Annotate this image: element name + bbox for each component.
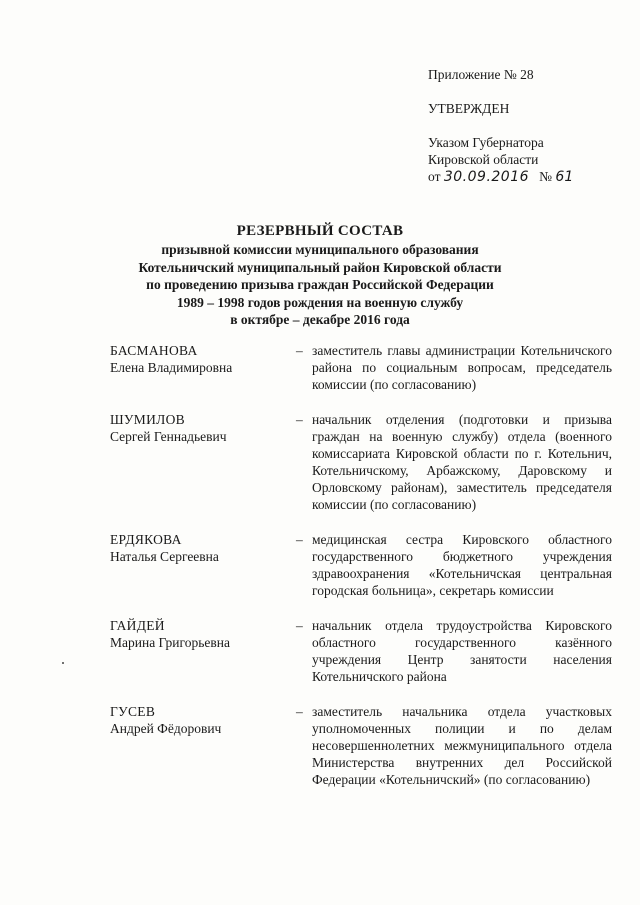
member-name — [110, 703, 280, 737]
approval-stamp-block — [428, 66, 628, 186]
member-entry — [110, 531, 610, 599]
appendix-number: Приложение № 28 — [428, 67, 534, 82]
member-surname: ЕРДЯКОВА — [110, 532, 182, 547]
member-entry — [110, 617, 610, 685]
document-title — [110, 222, 530, 329]
decree-line-1: Указом Губернатора — [428, 135, 544, 150]
member-given-names: Сергей Геннадьевич — [110, 429, 227, 444]
title-line-5: в октябре – декабре 2016 года — [230, 312, 410, 327]
member-given-names: Елена Владимировна — [110, 360, 233, 375]
member-surname: ГАЙДЕЙ — [110, 618, 165, 633]
decree-line-2: Кировской области — [428, 152, 539, 167]
member-surname: БАСМАНОВА — [110, 343, 198, 358]
scan-speck — [62, 662, 64, 664]
date-prefix: от — [428, 169, 441, 184]
member-role: медицинская сестра Кировского областного государственного бюджетного учреждения здравоохранения «Котельничская центральная городская больница», секретарь комиссии — [312, 532, 612, 598]
member-role: заместитель главы администрации Котельничского района по социальным вопросам, председатель комиссии (по согласованию) — [312, 343, 612, 392]
member-name — [110, 531, 280, 565]
title-line-3: по проведению призыва граждан Российской Федерации — [146, 277, 494, 292]
member-role: начальник отдела трудоустройства Кировского областного государственного казённого учреждения Центр занятости населения Котельничского района — [312, 618, 612, 684]
title-main: РЕЗЕРВНЫЙ СОСТАВ — [236, 223, 404, 239]
member-dash: – — [296, 412, 303, 427]
member-dash: – — [296, 618, 303, 633]
member-entry — [110, 411, 610, 513]
title-line-2: Котельничский муниципальный район Кировской области — [138, 259, 502, 275]
member-role: заместитель начальника отдела участковых уполномоченных полиции и по делам несовершеннолетних межмуниципального отдела Министерства внутренних дел Российской Федерации «Котельничский» (по согласованию) — [312, 704, 612, 787]
member-name — [110, 411, 280, 445]
approved-label: УТВЕРЖДЕН — [428, 101, 510, 116]
member-dash: – — [296, 343, 303, 358]
decree-date-line — [428, 168, 628, 186]
number-prefix: № — [539, 169, 553, 184]
member-role: начальник отделения (подготовки и призыва граждан на военную службу) отдела (военного комиссариата Кировской области по г. Котельнич, Котельничскому, Арбажскому, Даровскому и Орловскому районам), заместитель председателя комиссии (по согласованию) — [312, 412, 612, 512]
members-list — [110, 342, 610, 788]
member-given-names: Андрей Фёдорович — [110, 721, 222, 736]
member-dash: – — [296, 532, 303, 547]
member-name — [110, 617, 280, 651]
member-given-names: Наталья Сергеевна — [110, 549, 219, 564]
handwritten-number: 61 — [555, 169, 574, 185]
member-surname: ГУСЕВ — [110, 704, 156, 719]
member-surname: ШУМИЛОВ — [110, 412, 185, 427]
member-dash: – — [296, 704, 303, 719]
handwritten-date: 30.09.2016 — [443, 169, 530, 185]
member-entry — [110, 342, 610, 393]
title-line-4: 1989 – 1998 годов рождения на военную службу — [176, 294, 464, 310]
member-name — [110, 342, 280, 376]
title-line-1: призывной комиссии муниципального образования — [161, 242, 479, 257]
member-given-names: Марина Григорьевна — [110, 635, 230, 650]
member-entry — [110, 703, 610, 788]
